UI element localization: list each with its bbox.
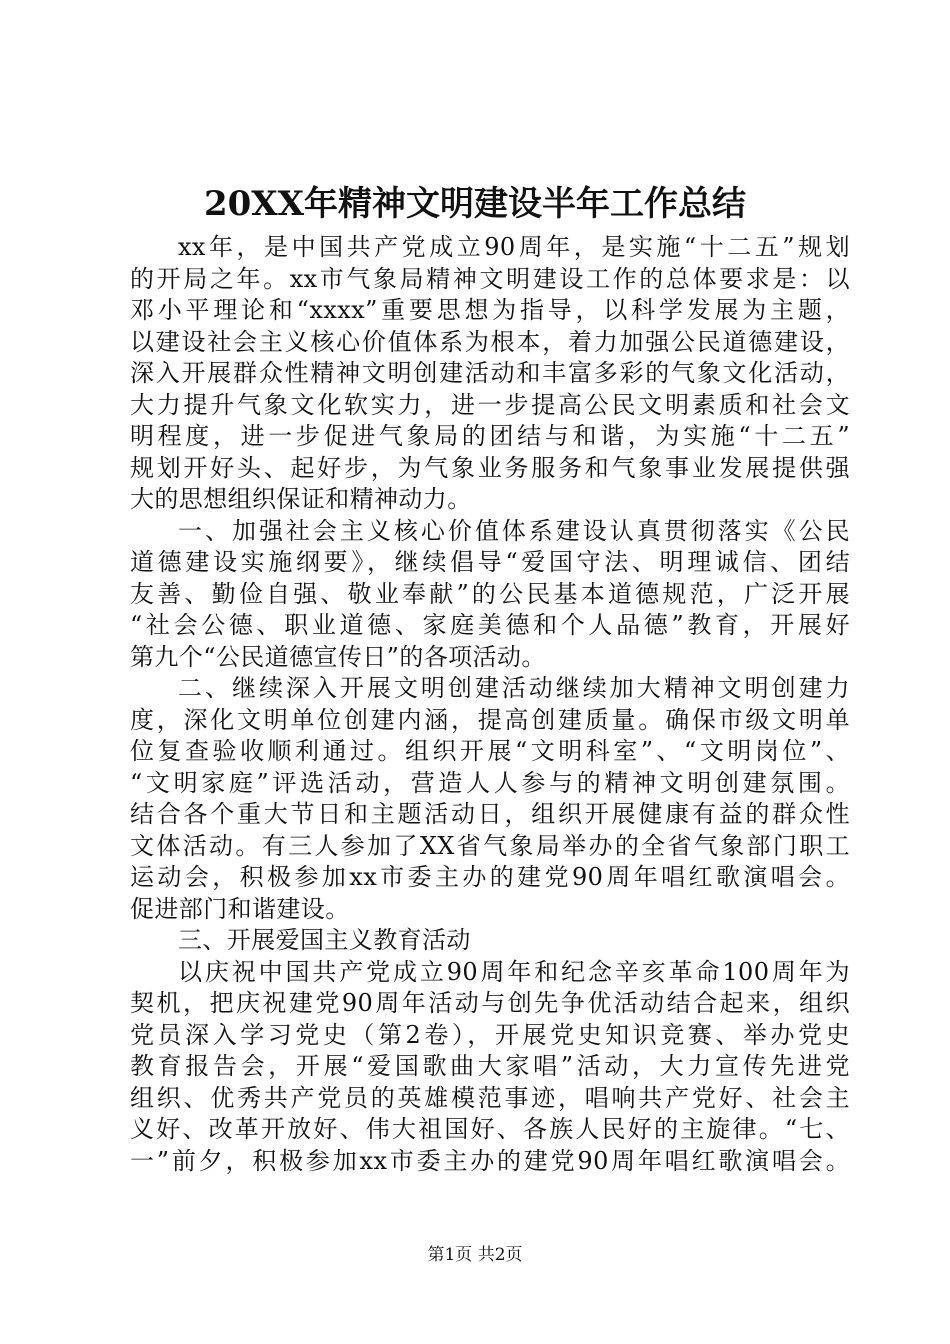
text-line: 义好、改革开放好、伟大祖国好、各族人民好的主旋律。“七、 <box>130 1115 850 1143</box>
text-line: 邓小平理论和“xxxx”重要思想为指导，以科学发展为主题， <box>130 296 850 324</box>
text-line: 促进部门和谐建设。 <box>130 894 350 923</box>
document-title: 20XX年精神文明建设半年工作总结 <box>203 184 747 224</box>
document-body <box>130 232 850 1177</box>
section-heading-line: 一、加强社会主义核心价值体系建设认真贯彻落实《公民 <box>178 516 850 545</box>
section-heading-line: 二、继续深入开展文明创建活动继续加大精神文明创建力 <box>178 674 850 702</box>
page-footer: 第1页 共2页 <box>427 1245 523 1265</box>
text-line: 党员深入学习党史（第2卷），开展党史知识竞赛、举办党史 <box>130 1020 850 1049</box>
text-line: 大力提升气象文化软实力，进一步提高公民文明素质和社会文 <box>130 390 850 419</box>
text-line: 契机，把庆祝建党90周年活动与创先争优活动结合起来，组织 <box>130 989 850 1017</box>
text-line: 深入开展群众性精神文明创建活动和丰富多彩的气象文化活动， <box>130 359 850 387</box>
text-line: 位复查验收顺利通过。组织开展“文明科室”、“文明岗位”、 <box>130 737 850 765</box>
text-line: 的开局之年。xx市气象局精神文明建设工作的总体要求是：以 <box>130 264 850 293</box>
section-heading-line: 三、开展爱国主义教育活动 <box>178 926 471 954</box>
text-line: “社会公德、职业道德、家庭美德和个人品德”教育，开展好 <box>130 611 850 639</box>
text-line: 第九个“公民道德宣传日”的各项活动。 <box>130 642 546 671</box>
text-line: 道德建设实施纲要》，继续倡导“爱国守法、明理诚信、团结 <box>130 548 850 576</box>
text-line: 文体活动。有三人参加了XX省气象局举办的全省气象部门职工 <box>130 831 850 860</box>
text-line: 以建设社会主义核心价值体系为根本，着力加强公民道德建设， <box>130 327 850 356</box>
text-line: 一”前夕，积极参加xx市委主办的建党90周年唱红歌演唱会。 <box>130 1146 850 1175</box>
text-line: 运动会，积极参加xx市委主办的建党90周年唱红歌演唱会。 <box>130 863 850 891</box>
text-line: “文明家庭”评选活动，营造人人参与的精神文明创建氛围。 <box>130 768 850 797</box>
text-line: 组织、优秀共产党员的英雄模范事迹，唱响共产党好、社会主 <box>130 1083 850 1112</box>
text-line: 大的思想组织保证和精神动力。 <box>130 485 472 513</box>
text-line: 以庆祝中国共产党成立90周年和纪念辛亥革命100周年为 <box>178 957 850 986</box>
text-line: 教育报告会，开展“爱国歌曲大家唱”活动，大力宣传先进党 <box>130 1052 850 1080</box>
text-line: xx年，是中国共产党成立90周年，是实施“十二五”规划 <box>178 233 850 261</box>
text-line: 明程度，进一步促进气象局的团结与和谐，为实施“十二五” <box>130 422 850 450</box>
text-line: 友善、勤俭自强、敬业奉献”的公民基本道德规范，广泛开展 <box>130 579 850 608</box>
text-line: 结合各个重大节日和主题活动日，组织开展健康有益的群众性 <box>130 800 850 828</box>
text-line: 度，深化文明单位创建内涵，提高创建质量。确保市级文明单 <box>130 705 850 734</box>
text-line: 规划开好头、起好步，为气象业务服务和气象事业发展提供强 <box>130 453 850 482</box>
